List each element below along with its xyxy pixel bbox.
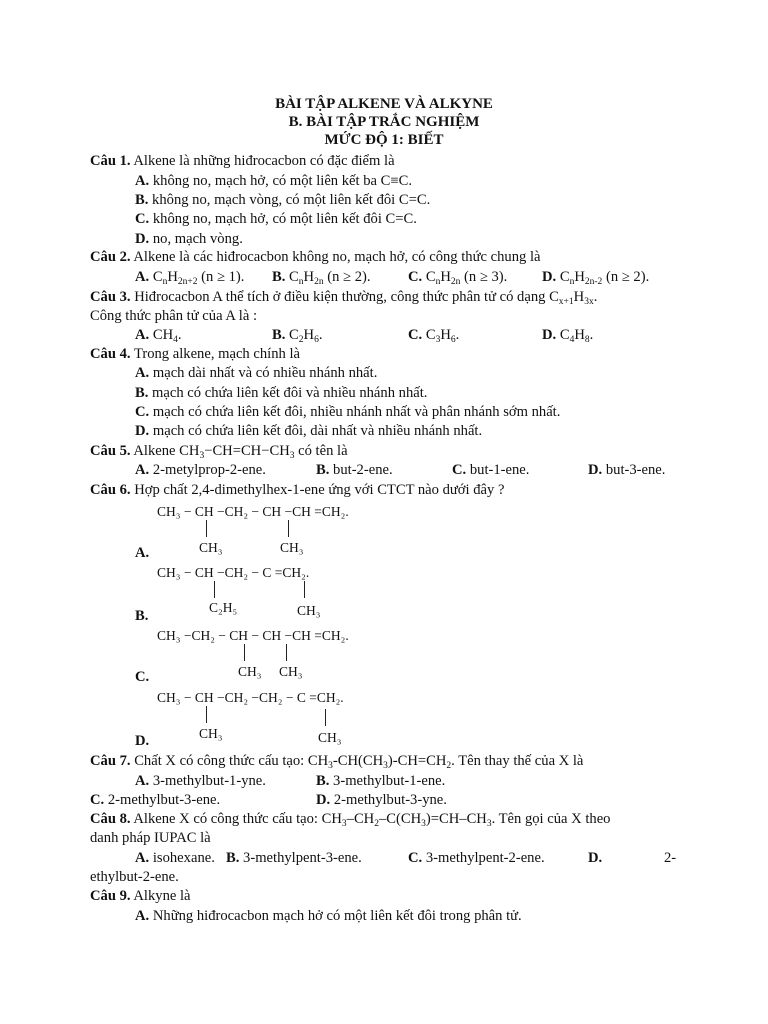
q2-option-a: A. $C_nH_{2n+2}$ (n ≥ 1). [135,269,245,287]
q8-option-d: 2- [664,850,677,866]
q7-option-c: C. 2-methylbut-3-ene. [90,792,221,808]
q1-option-a: A. không no, mạch hở, có một liên kết ba C≡C. [135,173,412,189]
q2-option-c: C. $C_nH_{2n}$ (n ≥ 3). [408,269,508,287]
q7-option-d: D. 2-methylbut-3-yne. [316,792,447,808]
q8-option-c: C. 3-methylpent-2-ene. [408,850,545,866]
question-5: Câu 5. Alkene $CH_3-CH=CH-CH_3$ có tên là [90,443,348,461]
q5-option-b: B. but-2-ene. [316,462,393,478]
q6-structure-d-main: CH₃ − CH −CH₂ −CH₂ − C =CH₂. [157,690,344,705]
q4-option-a: A. mạch dài nhất và có nhiều nhánh nhất. [135,365,378,381]
q9-option-a: A. Những hiđrocacbon mạch hở có một liên kết đôi trong phân tử. [135,908,522,924]
q8-option-d-cont: ethylbut-2-ene. [90,869,179,885]
q4-option-c: C. mạch có chứa liên kết đôi, nhiều nhánh nhất và phân nhánh sớm nhất. [135,404,561,420]
q7-option-a: A. 3-methylbut-1-yne. [135,773,266,789]
question-8-line2: danh pháp IUPAC là [90,830,211,846]
q2-option-d: D. $C_nH_{2n-2}$ (n ≥ 2). [542,269,650,287]
q4-option-b: B. mạch có chứa liên kết đôi và nhiều nhánh nhất. [135,385,428,401]
question-1: Câu 1. Alkene là những hiđrocacbon có đặc điểm là [90,153,395,169]
q6-b-bond-1 [214,581,215,598]
question-9: Câu 9. Alkyne là [90,888,191,904]
q6-structure-b-sub1: C₂H₅ [209,600,238,615]
question-7: Câu 7. Chất X có công thức cấu tạo: $CH_3-CH(CH_3)-CH=CH_2$. Tên thay thế của X là [90,753,584,771]
title-level: MỨC ĐỘ 1: BIẾT [324,132,444,148]
q6-d-bond-2 [325,709,326,726]
q6-structure-a-sub2: CH₃ [280,540,304,555]
q6-c-bond-1 [244,644,245,661]
q6-label-a: A. [135,545,150,561]
q6-label-d: D. [135,733,150,749]
title-section: B. BÀI TẬP TRẮC NGHIỆM [288,114,480,130]
question-4: Câu 4. Trong alkene, mạch chính là [90,346,300,362]
q6-structure-d-sub2: CH₃ [318,730,342,745]
q6-structure-c-sub2: CH₃ [279,664,303,679]
q6-b-bond-2 [304,581,305,598]
question-8: Câu 8. Alkene X có công thức cấu tạo: $CH_3-CH_2-C(CH_3)=CH-CH_3$. Tên gọi của X theo [90,811,611,829]
q1-option-d: D. no, mạch vòng. [135,231,243,247]
question-3-line2: Công thức phân tử của A là : [90,308,258,324]
q4-option-d: D. mạch có chứa liên kết đôi, dài nhất và nhiều nhánh nhất. [135,423,483,439]
q6-structure-c-sub1: CH₃ [238,664,262,679]
q6-c-bond-2 [286,644,287,661]
q6-structure-c-main: CH₃ −CH₂ − CH − CH −CH =CH₂. [157,628,349,643]
q8-option-a: A. isohexane. [135,850,215,866]
q8-option-d-label: D. [588,850,603,866]
q1-option-c: C. không no, mạch hở, có một liên kết đôi C=C. [135,211,417,227]
q6-structure-b-sub2: CH₃ [297,603,321,618]
q6-structure-d-sub1: CH₃ [199,726,223,741]
q6-label-b: B. [135,608,149,624]
q7-option-b: B. 3-methylbut-1-ene. [316,773,446,789]
q5-option-c: C. but-1-ene. [452,462,530,478]
title-main: BÀI TẬP ALKENE VÀ ALKYNE [275,96,493,112]
q3-option-c: C. $C_3H_6$. [408,327,460,345]
q2-option-b: B. $C_nH_{2n}$ (n ≥ 2). [272,269,371,287]
q5-option-d: D. but-3-ene. [588,462,666,478]
q3-option-a: A. $CH_4$. [135,327,182,345]
q8-option-b: B. 3-methylpent-3-ene. [226,850,362,866]
q5-option-a: A. 2-metylprop-2-ene. [135,462,266,478]
q3-option-b: B. $C_2H_6$. [272,327,323,345]
q3-option-d: D. $C_4H_8$. [542,327,594,345]
question-2: Câu 2. Alkene là các hiđrocacbon không no, mạch hở, có công thức chung là [90,249,541,265]
q6-label-c: C. [135,669,150,685]
q6-structure-a-main: CH₃ − CH −CH₂ − CH −CH =CH₂. [157,504,349,519]
q1-option-b: B. không no, mạch vòng, có một liên kết đôi C=C. [135,192,431,208]
question-6: Câu 6. Hợp chất 2,4-dimethylhex-1-ene ứng với CTCT nào dưới đây ? [90,482,505,498]
q6-d-bond-1 [206,706,207,723]
q6-a-bond-2 [288,520,289,537]
q6-structure-a-sub1: CH₃ [199,540,223,555]
question-3: Câu 3. Hiđrocacbon A thể tích ở điều kiện thường, công thức phân tử có dạng $C_{x+1}H_{3x}$. [90,289,598,307]
q6-structure-b-main: CH₃ − CH −CH₂ − C =CH₂. [157,565,310,580]
q6-a-bond-1 [206,520,207,537]
